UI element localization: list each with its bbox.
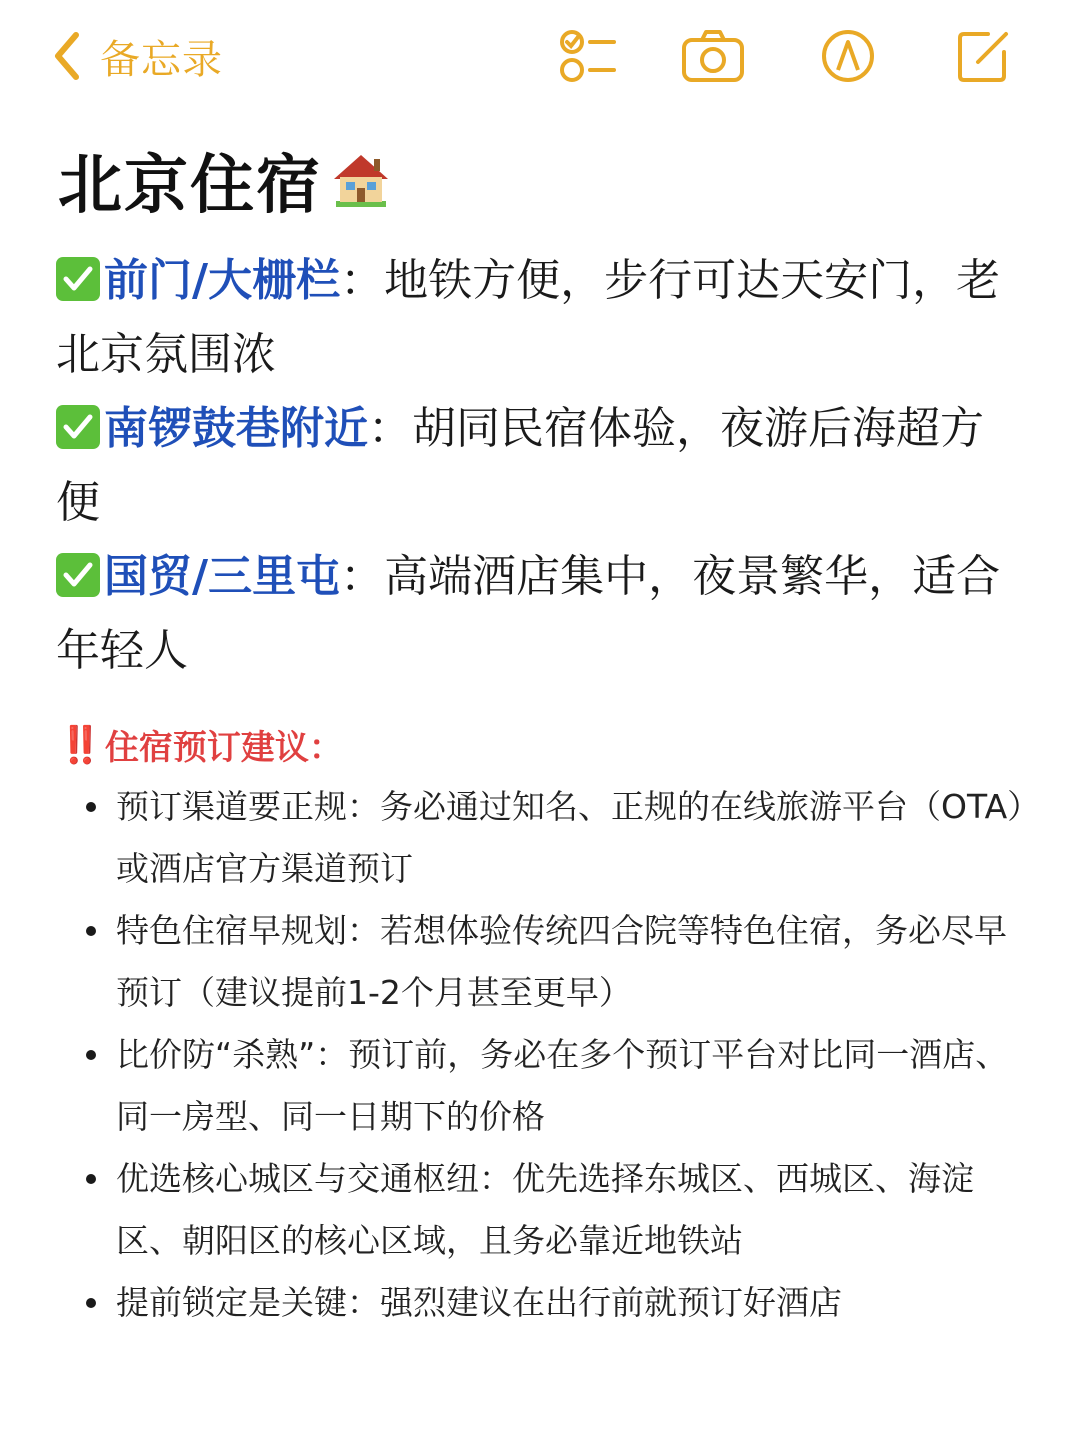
check-mark-icon: [56, 553, 100, 597]
tips-heading: [58, 720, 343, 769]
location-name: 国贸/三里屯: [104, 551, 341, 602]
location-name: 前门/大栅栏: [104, 255, 341, 306]
location-desc: 地铁方便，步行可达天安门，老北京氛围浓: [56, 255, 1001, 380]
location-list: [56, 244, 1016, 688]
markup-button[interactable]: [818, 26, 882, 86]
double-exclamation-icon: ‼️: [58, 724, 99, 766]
house-emoji-icon: [330, 149, 392, 211]
note-title-text: 北京住宿: [58, 149, 322, 223]
tip-item: 特色住宿早规划：若想体验传统四合院等特色住宿，务必尽早预订（建议提前1-2个月甚至更早）: [86, 900, 1036, 1024]
location-item: [56, 392, 1016, 540]
tip-item: 预订渠道要正规：务必通过知名、正规的在线旅游平台（OTA）或酒店官方渠道预订: [86, 776, 1036, 900]
location-separator: ：: [368, 403, 412, 454]
note-title: [58, 134, 392, 226]
location-desc: 高端酒店集中，夜景繁华，适合年轻人: [56, 551, 1001, 676]
chevron-left-icon: [52, 31, 82, 81]
camera-button[interactable]: [680, 26, 746, 86]
tip-item: 提前锁定是关键：强烈建议在出行前就预订好酒店: [86, 1272, 1036, 1334]
markup-icon: [818, 26, 882, 86]
toolbar: [0, 0, 1080, 120]
back-button[interactable]: [52, 28, 223, 84]
tip-item: 优选核心城区与交通枢纽：优先选择东城区、西城区、海淀区、朝阳区的核心区域，且务必靠近地铁站: [86, 1148, 1036, 1272]
compose-button[interactable]: [952, 26, 1016, 86]
checklist-button[interactable]: [556, 26, 620, 86]
check-mark-icon: [56, 257, 100, 301]
back-label: 备忘录: [100, 36, 223, 83]
checklist-icon: [556, 26, 620, 86]
location-name: 南锣鼓巷附近: [104, 403, 368, 454]
location-desc: 胡同民宿体验，夜游后海超方便: [56, 403, 984, 528]
location-separator: ：: [340, 255, 385, 306]
location-item: [56, 244, 1016, 392]
check-mark-icon: [56, 405, 100, 449]
compose-icon: [952, 26, 1016, 86]
camera-icon: [680, 26, 746, 86]
tip-item: 比价防“杀熟”：预订前，务必在多个预订平台对比同一酒店、同一房型、同一日期下的价格: [86, 1024, 1036, 1148]
tips-list: [86, 776, 1036, 1334]
location-separator: ：: [340, 551, 385, 602]
tips-heading-text: 住宿预订建议：: [104, 728, 343, 768]
location-item: [56, 540, 1016, 688]
